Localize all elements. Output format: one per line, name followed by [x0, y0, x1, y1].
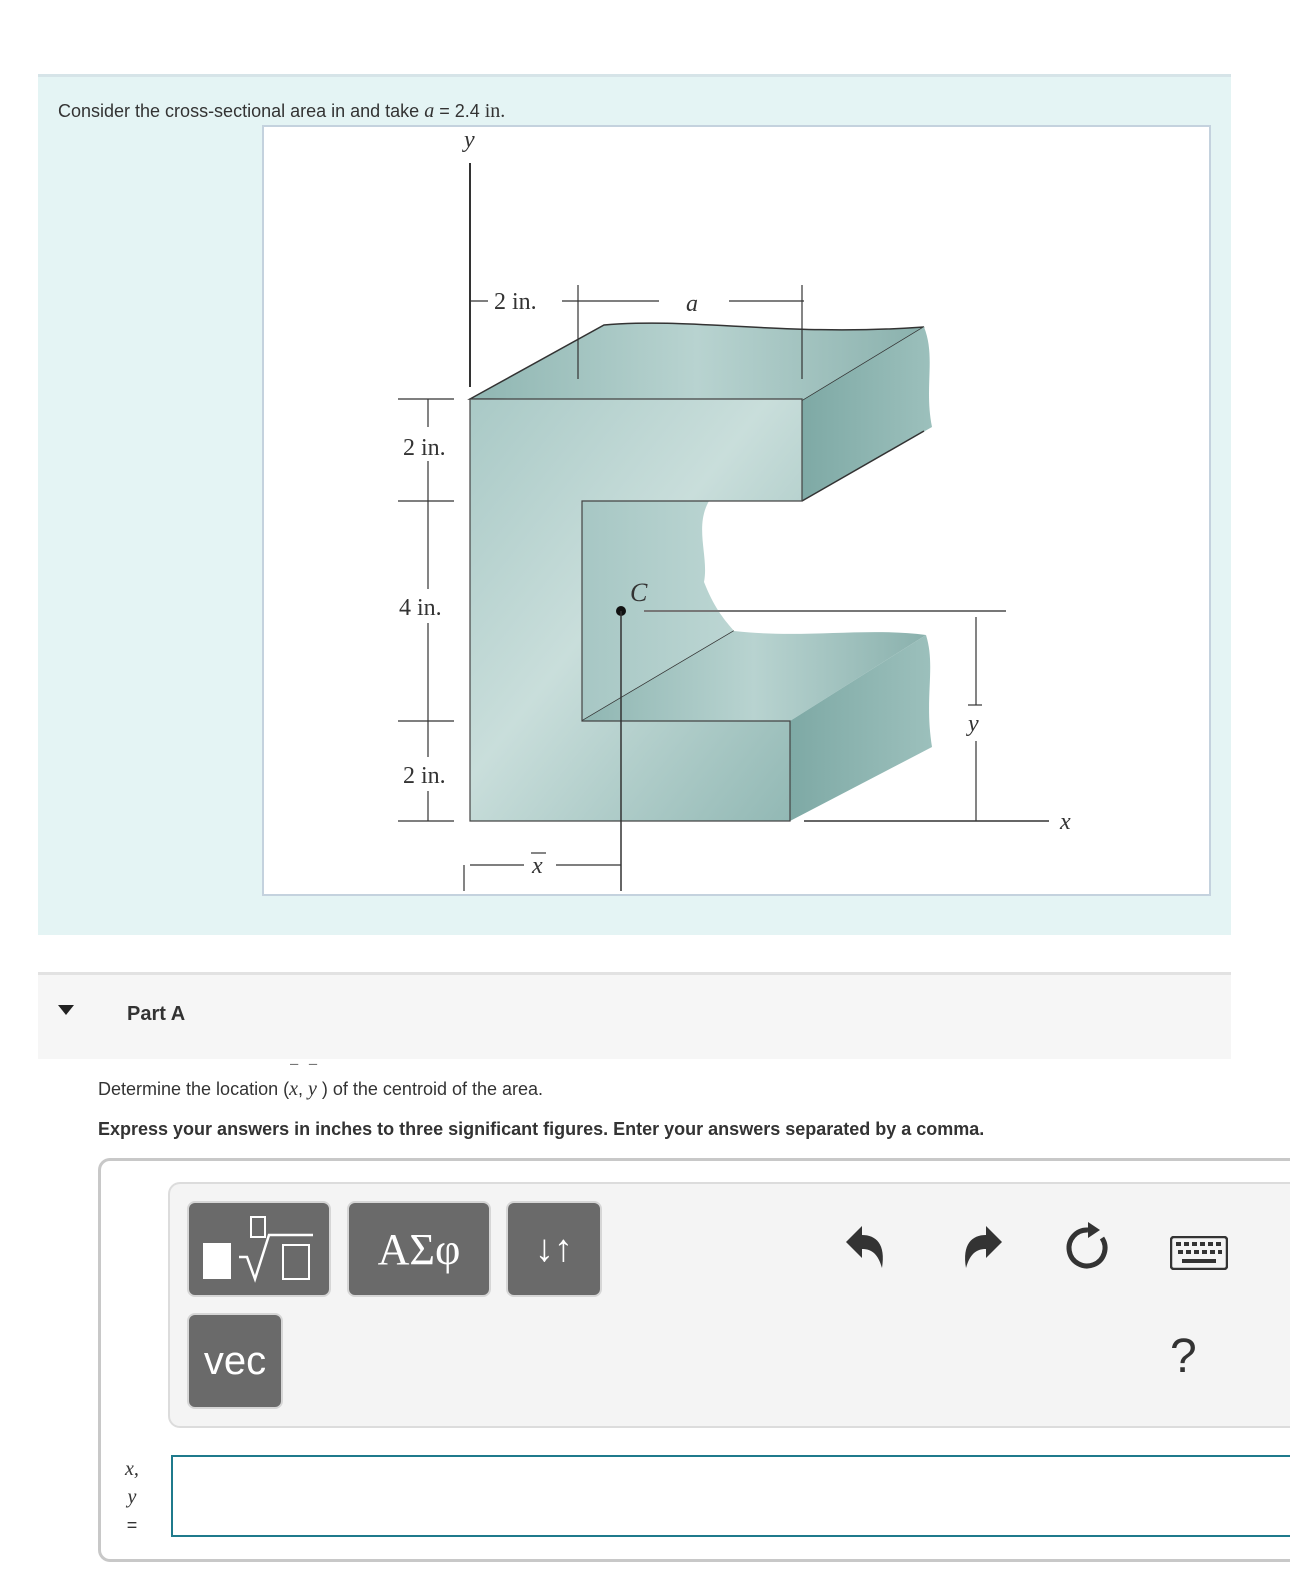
prompt-value: = 2.4 [434, 101, 485, 121]
help-button[interactable]: ? [1170, 1330, 1197, 1383]
problem-prompt [58, 100, 505, 123]
subscript-superscript-button[interactable]: ↓↑ [506, 1201, 602, 1297]
undo-button[interactable] [842, 1222, 890, 1274]
part-title: Part A [127, 1003, 186, 1025]
part-a-header[interactable] [38, 972, 1231, 1059]
dim-bottom-flange-thickness: 2 in. [403, 763, 446, 789]
redo-icon [958, 1222, 1006, 1274]
templates-button[interactable] [187, 1201, 331, 1297]
centroid-label: C [630, 578, 648, 607]
keyboard-icon [1170, 1236, 1228, 1270]
answer-container [98, 1158, 1290, 1562]
figure [262, 125, 1211, 896]
undo-icon [842, 1222, 890, 1274]
reset-button[interactable] [1062, 1222, 1114, 1274]
vector-button[interactable]: vec [187, 1313, 283, 1409]
reset-icon [1062, 1222, 1114, 1274]
channel-section-diagram [264, 127, 1209, 894]
problem-statement [38, 74, 1231, 935]
templates-icon [199, 1213, 319, 1285]
prompt-unit: in. [484, 100, 506, 122]
dim-gap-height: 4 in. [399, 595, 442, 621]
y-axis-label: y [464, 127, 475, 153]
ybar-label: y [968, 711, 979, 737]
caret-down-icon[interactable] [58, 1005, 74, 1015]
x-axis-label: x [1060, 809, 1071, 835]
xbar-label: x [532, 853, 543, 879]
prompt-text: Consider the cross-sectional area in and take [58, 101, 425, 121]
redo-button[interactable] [958, 1222, 1006, 1274]
instruction-text: Express your answers in inches to three significant figures. Enter your answers separated by a comma. [98, 1119, 985, 1139]
keyboard-button[interactable] [1170, 1236, 1228, 1270]
question-text: Determine the location (¯ x, ¯ y ) of the centroid of the area. [98, 1078, 543, 1101]
prompt-variable: a [424, 100, 435, 122]
dim-web-width: 2 in. [494, 289, 537, 315]
dim-top-flange-thickness: 2 in. [403, 435, 446, 461]
xbar-symbol: ¯ x [289, 1078, 298, 1100]
math-toolbar [168, 1182, 1290, 1428]
dim-a: a [686, 291, 698, 317]
answer-input[interactable] [171, 1455, 1290, 1537]
ybar-symbol: ¯ y [308, 1078, 317, 1100]
answer-label: x, y = [125, 1458, 139, 1535]
greek-symbols-button[interactable]: ΑΣφ [347, 1201, 491, 1297]
